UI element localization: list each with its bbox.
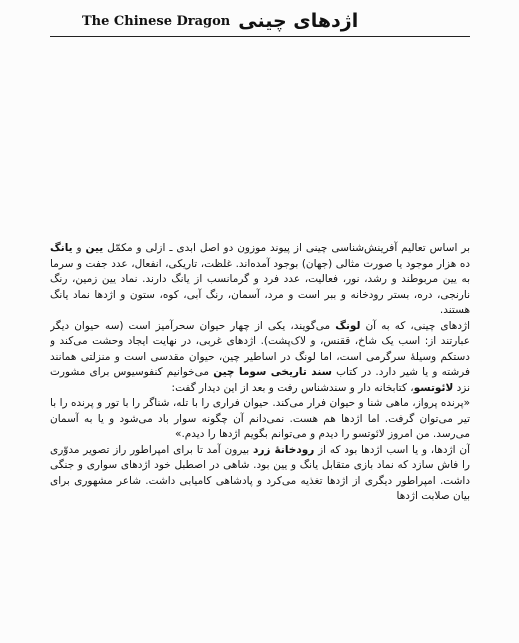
bold-term: سند تاریخی سوما چین — [213, 366, 332, 378]
text-run: آن اژدها، و یا اسب اژدها بود که از — [314, 443, 470, 456]
title-english: The Chinese Dragon — [82, 13, 231, 29]
text-run: می‌خوانیم کنفوسیوس برای مشورت نزد — [50, 366, 470, 394]
text-run: بیرون آمد تا برای امپراطور راز تصویر مدوّری را فاش سازد که نماد بازی متقابل یانگ و یین بود. شاهی در اصطبل خود اژدهای سواری و جنگی داشت. امپراطور دیگری از اژدها تغذیه می‌کرد و پادشاهی کامیابی داشت. شاعر مشهوری برای بیان صلابت اژدها — [50, 443, 470, 502]
bold-term: یین — [85, 242, 104, 254]
bold-term: رودخانهٔ زرد — [252, 443, 315, 456]
paragraph-4 — [50, 443, 470, 505]
text-run: اژدهای چینی، که به آن — [360, 319, 470, 332]
bold-term: لائوتسو — [413, 381, 454, 394]
bold-term: لونگ — [335, 319, 361, 332]
paragraph-2 — [50, 319, 470, 397]
text-run: می‌گویند، یکی از چهار حیوان سحرآمیز است (سه حیوان دیگر عبارتند از: اسب یک شاخ، ققنس، و لاک‌پشت). اژدهای غربی، در نهایت ایجاد وحشت می‌کند و دستکم وسیلهٔ سرگرمی است، اما لونگ در اساطیر چین، حیوان مقدسی است و منزلتی همانند فرشته و یا شیر دارد. در کتاب — [50, 319, 470, 378]
text-run: بر اساس تعالیم آفرینش‌شناسی چینی از پیوند موزون دو اصل ابدی ـ ازلی و مکمّل — [103, 242, 470, 254]
text-run: «پرنده پرواز، ماهی شنا و حیوان فرار می‌کند. حیوان فراری را با تله، شناگر را با تور و پرنده را با تیر می‌توان گرفت. اما اژدها هم هست. نمی‌دانم آن چگونه سوار باد می‌شود و یا به آسمان می‌رسد. من امروز لائوتسو را دیدم و می‌توانم بگویم اژدها را دیدم.» — [50, 397, 470, 440]
paragraph-3 — [50, 396, 470, 443]
title-persian: اژدهای چینی — [238, 10, 359, 32]
page-header — [50, 6, 470, 37]
text-run: و — [72, 242, 86, 254]
paragraph-1 — [50, 241, 470, 319]
body-text — [50, 241, 470, 641]
bold-term: یانگ — [50, 242, 73, 254]
text-run: ، کتابخانه دار و سندشناس رفت و بعد از این دیدار گفت: — [171, 381, 414, 394]
blank-illustration-area — [50, 40, 470, 240]
text-run: ده هزار موجود یا صورت مثالی (جهان) بوجود آمده‌اند. غلظت، تاریکی، انفعال، عدد جفت و سرما به یین مربوطند و رشد، نور، فعالیت، عدد فرد و گرمانسب از یانگ دارند. نماد یین زمین، رنگ نارنجی، دره، بستر رودخانه و ببر است و مرد، آسمان، رنگ آبی، کوه، ستون و اژدها نماد یانگ هستند. — [50, 257, 470, 316]
